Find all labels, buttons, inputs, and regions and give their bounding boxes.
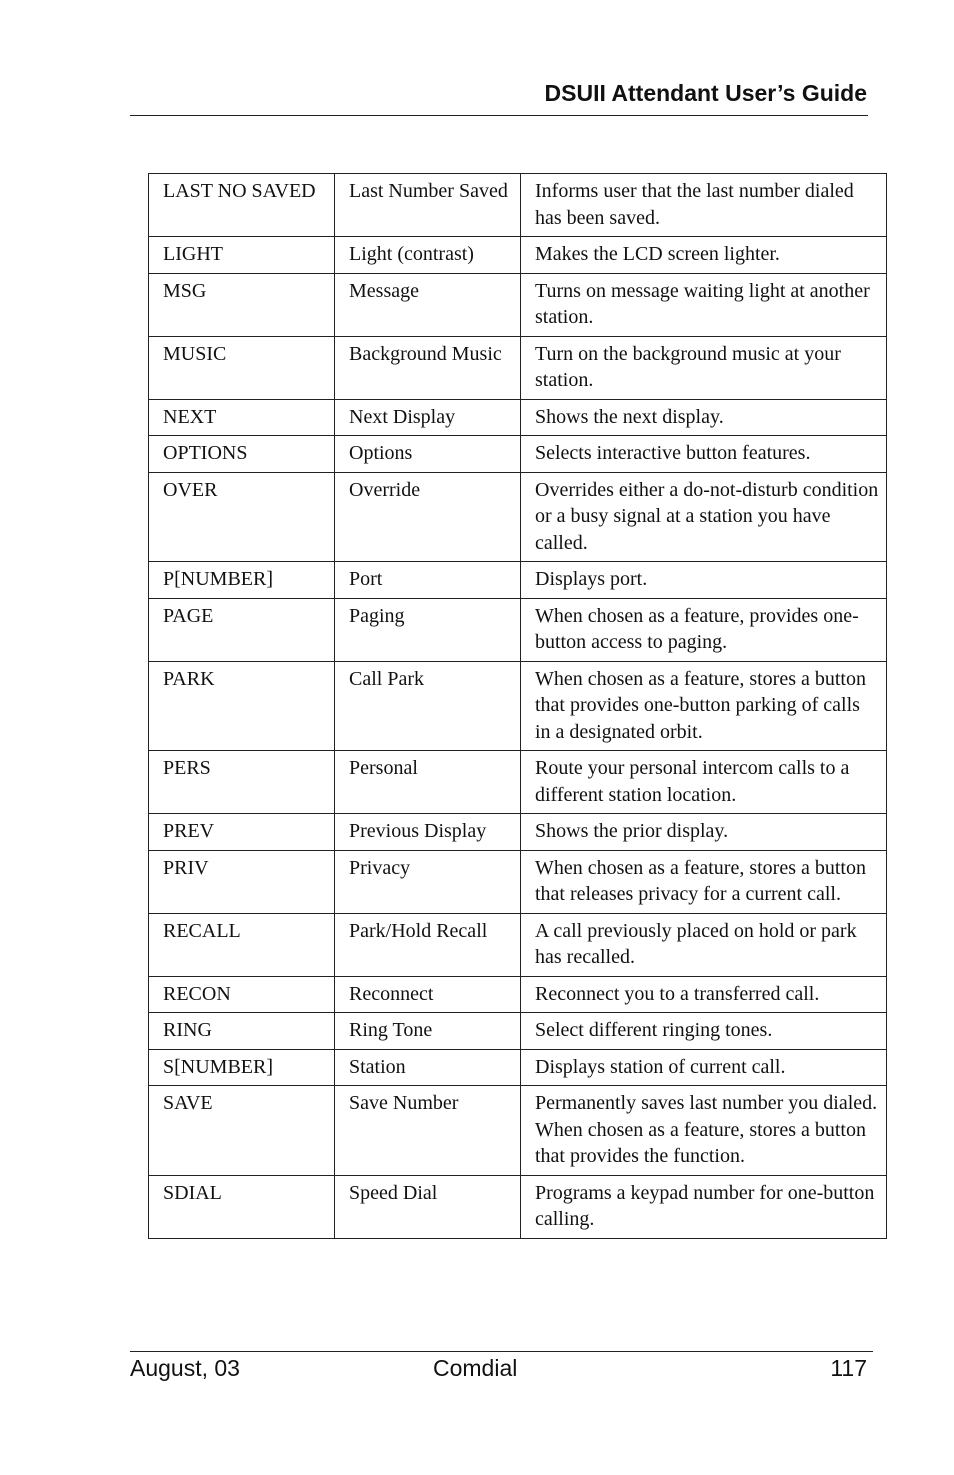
feature-name-cell: Previous Display [335,814,521,851]
page-header-title: DSUII Attendant User’s Guide [544,80,867,106]
description-cell: Shows the next display. [521,399,887,436]
feature-name-cell: Port [335,562,521,599]
table-row [149,1049,887,1086]
feature-name-cell: Privacy [335,850,521,913]
description-cell: Select different ringing tones. [521,1013,887,1050]
feature-name-cell: Background Music [335,336,521,399]
code-cell: SDIAL [149,1175,335,1238]
description-cell: Selects interactive button features. [521,436,887,473]
code-cell: P[NUMBER] [149,562,335,599]
page-number: 117 [830,1355,867,1381]
description-cell: Turns on message waiting light at another station. [521,273,887,336]
table-row [149,273,887,336]
code-cell: OVER [149,472,335,562]
description-cell: Route your personal intercom calls to a different station location. [521,751,887,814]
table-row [149,399,887,436]
description-cell: When chosen as a feature, provides one-button access to paging. [521,598,887,661]
description-cell: When chosen as a feature, stores a button that provides one-button parking of calls in a designated orbit. [521,661,887,751]
code-cell: RING [149,1013,335,1050]
code-cell: LAST NO SAVED [149,174,335,237]
code-cell: NEXT [149,399,335,436]
table-row [149,913,887,976]
code-cell: PAGE [149,598,335,661]
table-row [149,174,887,237]
code-cell: S[NUMBER] [149,1049,335,1086]
table-row [149,562,887,599]
code-cell: MUSIC [149,336,335,399]
description-cell: Shows the prior display. [521,814,887,851]
feature-name-cell: Personal [335,751,521,814]
table-row [149,472,887,562]
feature-name-cell: Last Number Saved [335,174,521,237]
table-body [149,174,887,1239]
feature-name-cell: Options [335,436,521,473]
feature-name-cell: Reconnect [335,976,521,1013]
table-row [149,237,887,274]
code-cell: PRIV [149,850,335,913]
table-row [149,1013,887,1050]
footer-divider [130,1351,873,1352]
table-row [149,814,887,851]
code-cell: RECALL [149,913,335,976]
feature-name-cell: Message [335,273,521,336]
table-row [149,751,887,814]
feature-name-cell: Paging [335,598,521,661]
description-cell: Permanently saves last number you dialed. When chosen as a feature, stores a button that provides the function. [521,1086,887,1176]
description-cell: Displays station of current call. [521,1049,887,1086]
table-row [149,436,887,473]
feature-name-cell: Override [335,472,521,562]
code-cell: PARK [149,661,335,751]
code-cell: PERS [149,751,335,814]
code-cell: RECON [149,976,335,1013]
table-row [149,661,887,751]
description-cell: Reconnect you to a transferred call. [521,976,887,1013]
description-cell: A call previously placed on hold or park has recalled. [521,913,887,976]
feature-name-cell: Park/Hold Recall [335,913,521,976]
code-cell: SAVE [149,1086,335,1176]
table-row [149,976,887,1013]
code-cell: OPTIONS [149,436,335,473]
table-row [149,1086,887,1176]
description-cell: Makes the LCD screen lighter. [521,237,887,274]
table-row [149,850,887,913]
description-cell: Displays port. [521,562,887,599]
table-row [149,336,887,399]
footer-company: Comdial [433,1355,518,1381]
header-divider [130,115,868,116]
display-codes-table [148,173,887,1239]
footer-date: August, 03 [130,1355,240,1381]
description-cell: Overrides either a do-not-disturb condition or a busy signal at a station you have called. [521,472,887,562]
table-row [149,598,887,661]
code-cell: PREV [149,814,335,851]
description-cell: Programs a keypad number for one-button calling. [521,1175,887,1238]
feature-name-cell: Ring Tone [335,1013,521,1050]
feature-name-cell: Save Number [335,1086,521,1176]
code-cell: LIGHT [149,237,335,274]
code-cell: MSG [149,273,335,336]
description-cell: When chosen as a feature, stores a button that releases privacy for a current call. [521,850,887,913]
feature-name-cell: Station [335,1049,521,1086]
feature-name-cell: Call Park [335,661,521,751]
description-cell: Turn on the background music at your station. [521,336,887,399]
feature-name-cell: Next Display [335,399,521,436]
description-cell: Informs user that the last number dialed has been saved. [521,174,887,237]
feature-name-cell: Speed Dial [335,1175,521,1238]
feature-name-cell: Light (contrast) [335,237,521,274]
table-row [149,1175,887,1238]
